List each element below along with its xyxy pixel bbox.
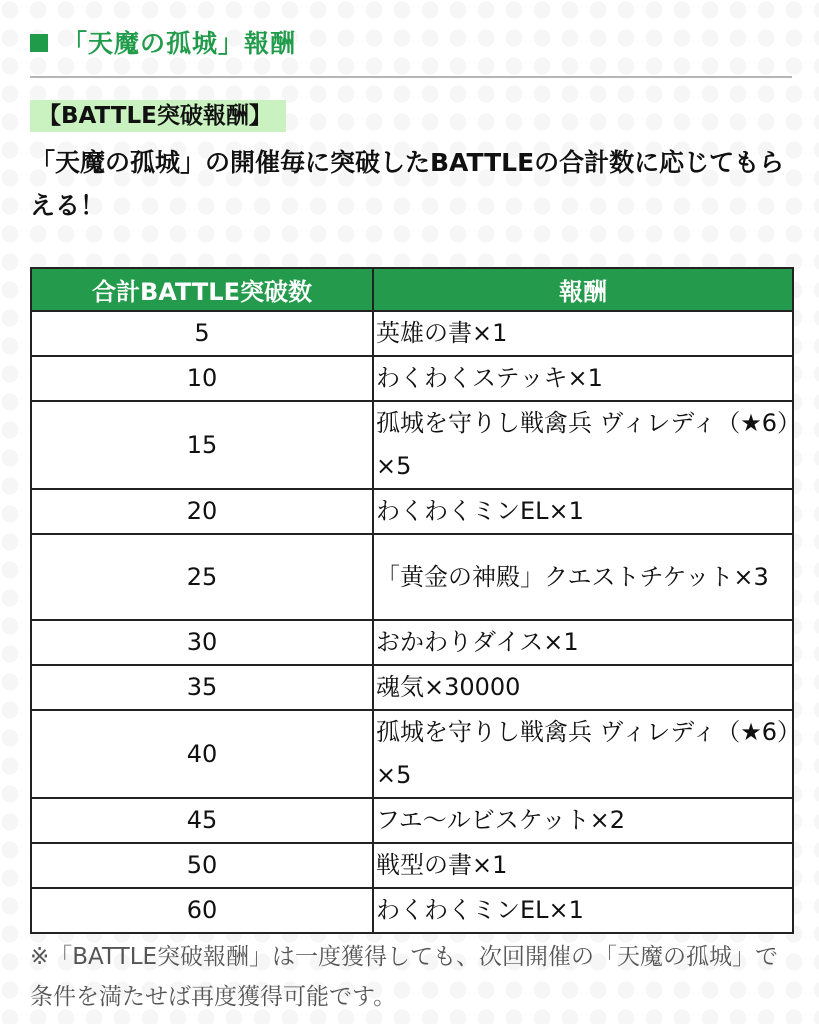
cell-reward: 戦型の書×1 <box>373 843 793 888</box>
square-bullet-icon <box>30 34 48 52</box>
cell-reward: 英雄の書×1 <box>373 311 793 356</box>
cell-reward: 孤城を守りし戦禽兵 ヴィレディ（★6）×5 <box>373 710 793 798</box>
cell-count: 20 <box>31 489 373 534</box>
cell-reward: 「黄金の神殿」クエストチケット×3 <box>373 534 793 620</box>
cell-count: 15 <box>31 401 373 489</box>
cell-reward: わくわくステッキ×1 <box>373 356 793 401</box>
table-row <box>31 888 793 933</box>
footnote: ※「BATTLE突破報酬」は一度獲得しても、次回開催の「天魔の孤城」で条件を満たせば再度獲得可能です。 <box>30 944 779 1010</box>
cell-count: 50 <box>31 843 373 888</box>
cell-reward: フエ〜ルビスケット×2 <box>373 798 793 843</box>
section-title: 「天魔の孤城」報酬 <box>62 29 297 58</box>
table-row <box>31 620 793 665</box>
cell-count: 10 <box>31 356 373 401</box>
cell-reward: 魂気×30000 <box>373 665 793 710</box>
table-row <box>31 710 793 798</box>
cell-count: 30 <box>31 620 373 665</box>
table-row <box>31 798 793 843</box>
table-row <box>31 665 793 710</box>
cell-count: 60 <box>31 888 373 933</box>
cell-count: 25 <box>31 534 373 620</box>
sub-label: 【BATTLE突破報酬】 <box>30 100 286 132</box>
reward-table <box>30 267 794 934</box>
header-reward: 報酬 <box>373 268 793 311</box>
cell-reward: わくわくミンEL×1 <box>373 489 793 534</box>
table-row <box>31 356 793 401</box>
cell-reward: わくわくミンEL×1 <box>373 888 793 933</box>
table-row <box>31 311 793 356</box>
cell-count: 45 <box>31 798 373 843</box>
cell-count: 5 <box>31 311 373 356</box>
section-header <box>30 24 296 60</box>
header-count: 合計BATTLE突破数 <box>31 268 373 311</box>
table-row <box>31 843 793 888</box>
table-row <box>31 401 793 489</box>
intro-text: 「天魔の孤城」の開催毎に突破したBATTLEの合計数に応じてもらえる！ <box>30 148 785 220</box>
table-header-row <box>31 268 793 311</box>
cell-reward: おかわりダイス×1 <box>373 620 793 665</box>
cell-count: 40 <box>31 710 373 798</box>
table-row <box>31 489 793 534</box>
divider <box>30 76 792 78</box>
cell-reward: 孤城を守りし戦禽兵 ヴィレディ（★6）×5 <box>373 401 793 489</box>
table-row <box>31 534 793 620</box>
cell-count: 35 <box>31 665 373 710</box>
